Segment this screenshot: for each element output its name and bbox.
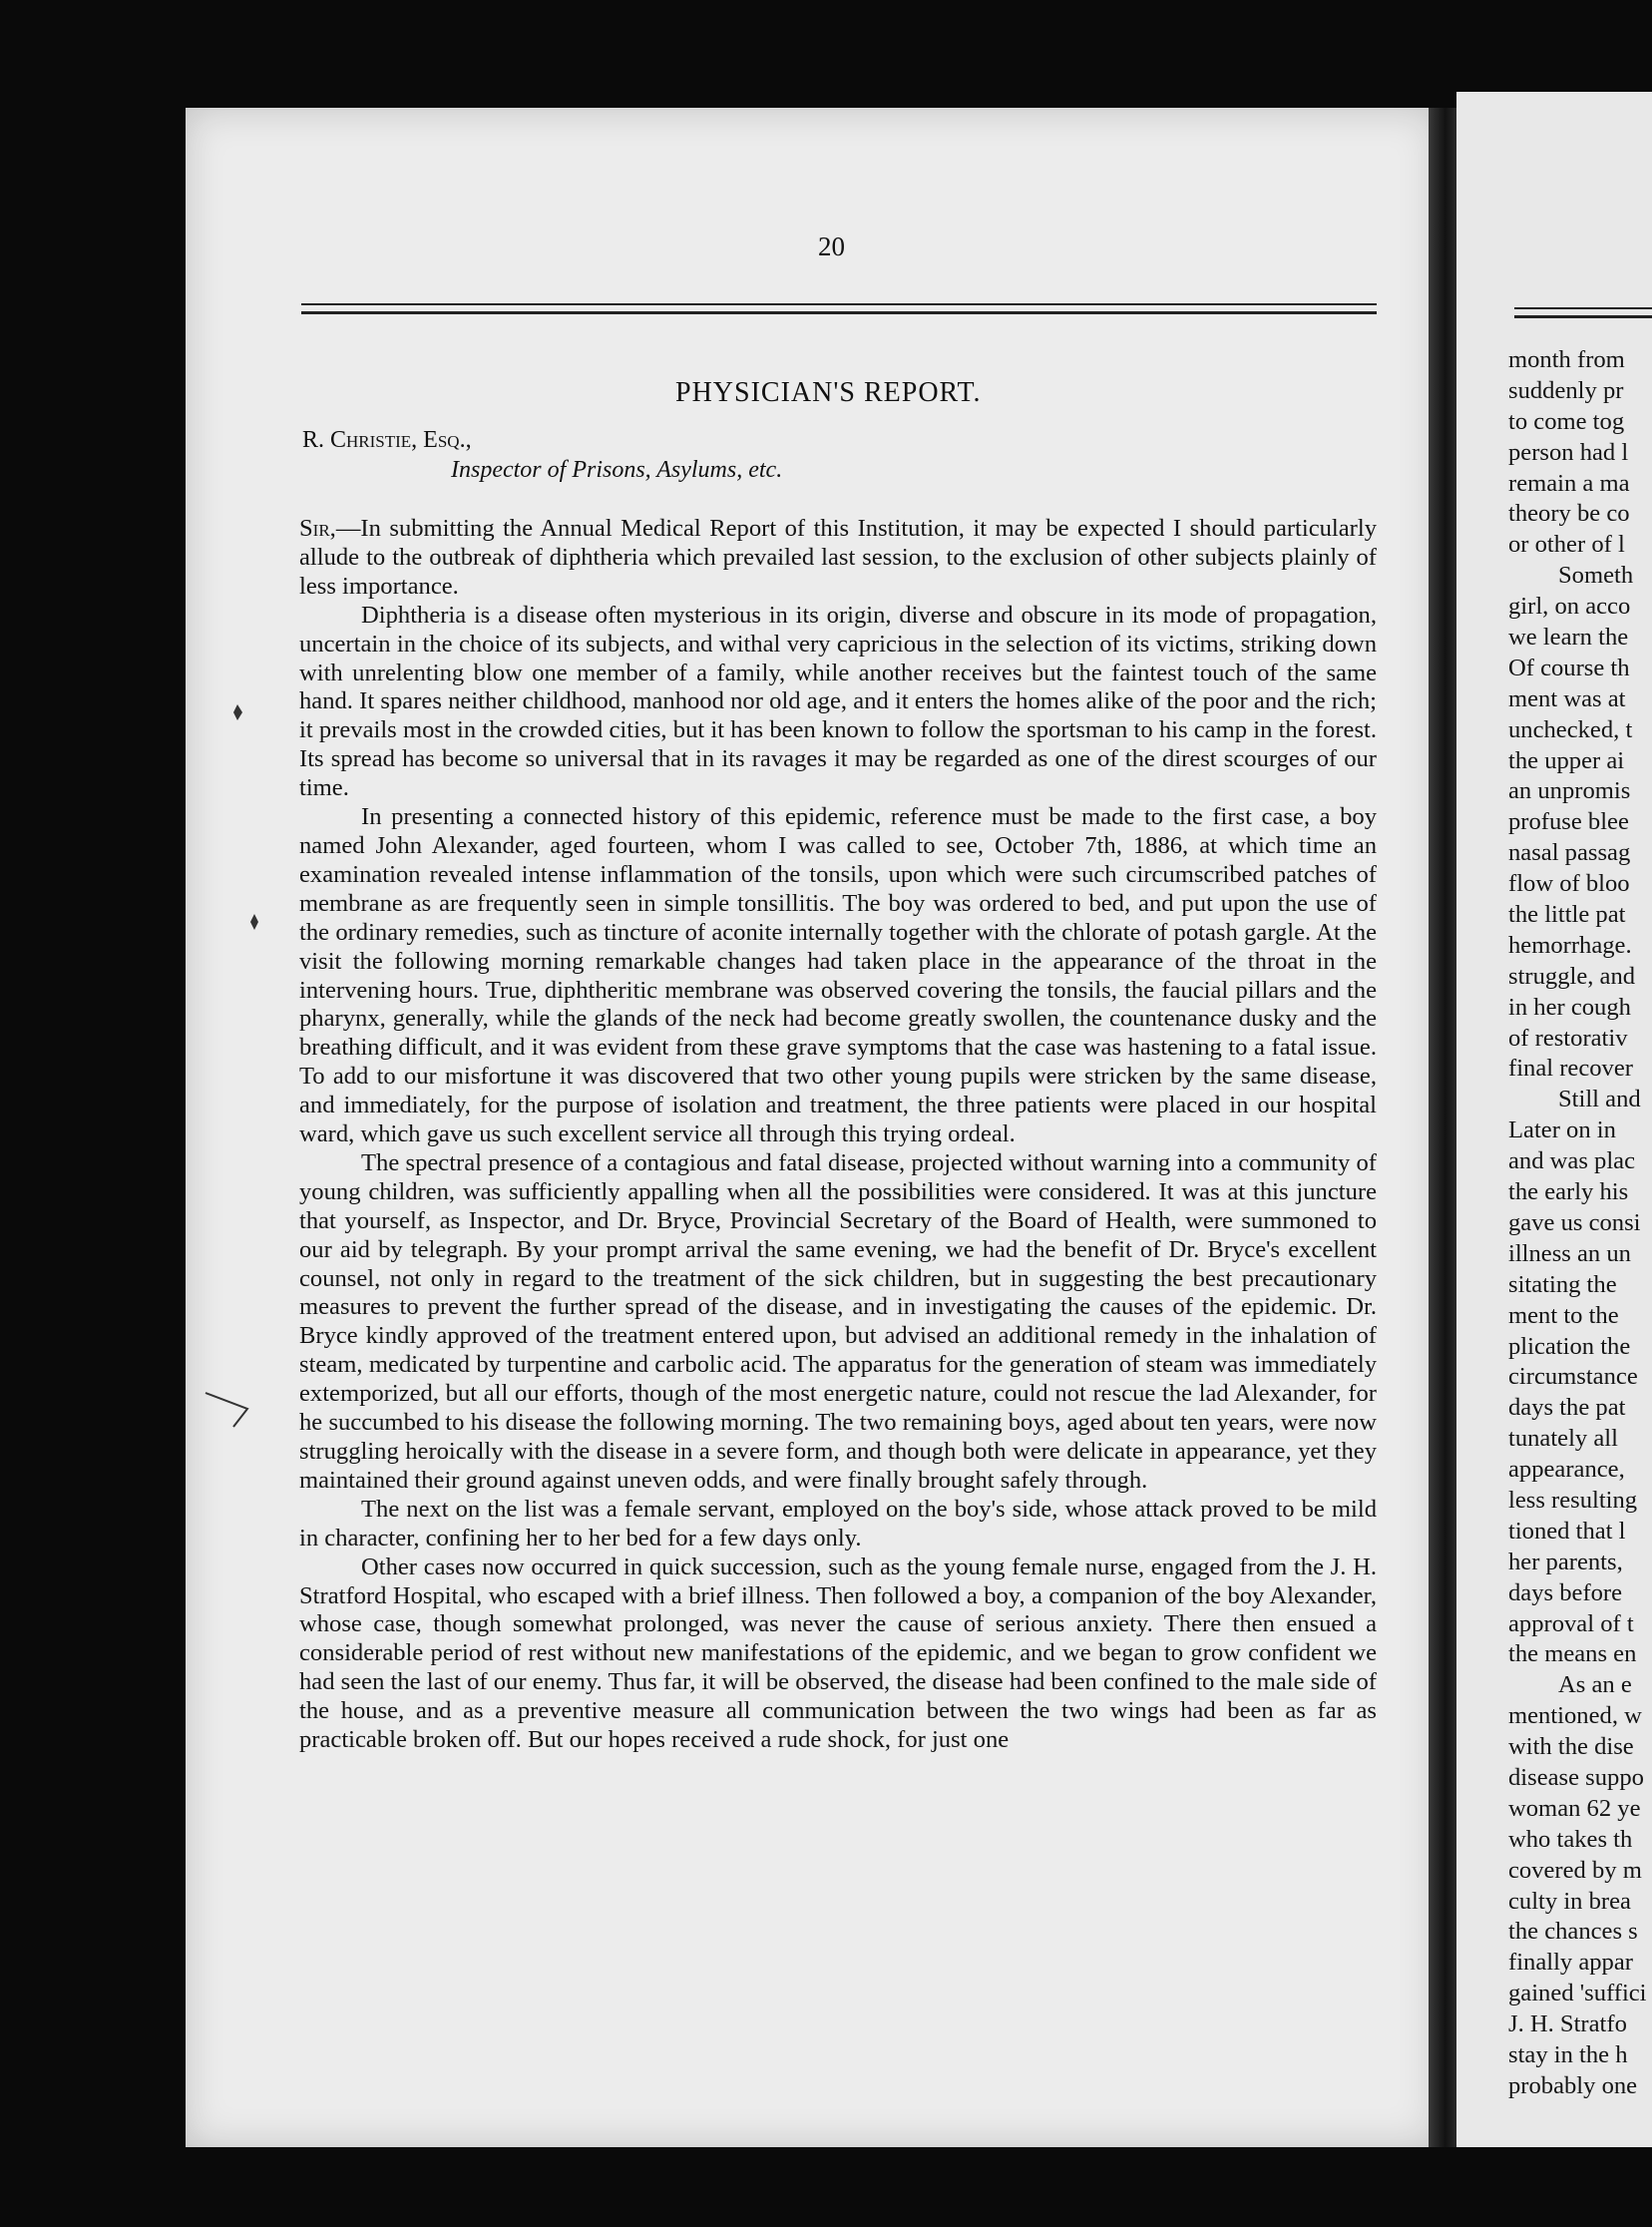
facing-line: profuse blee (1508, 808, 1629, 836)
paragraph-spectral-presence: The spectral presence of a contagious and fatal disease, projected without warning into a community of young children, was sufficiently appalling when all the possibilities were considered. It was at this juncture that yourself, as Inspector, and Dr. Bryce, Provincial Secretary of the Board of Health, were summoned to our aid by telegraph. By your prompt arrival the same evening, we had the benefit of Dr. Bryce's excellent counsel, not only in regard to the treatment of the sick children, but in suggesting the best precautionary measures to prevent the further spread of the disease, and in investigating the causes of the epidemic. Dr. Bryce kindly approved of the treatment entered upon, but advised an additional remedy in the inhalation of steam, medicated by turpentine and carbolic acid. The apparatus for the generation of steam was immediately extemporized, but all our efforts, though of the most energetic nature, could not rescue the lad Alexander, for he succumbed to his disease the following morning. The two remaining boys, aged about ten years, were now struggling heroically with the disease in a severe form, and though both were delicate in appearance, yet they maintained their ground against uneven odds, and were finally brought safely through. (299, 1148, 1377, 1494)
facing-line: with the dise (1508, 1733, 1634, 1761)
facing-line: probably one (1508, 2071, 1638, 2099)
facing-line: J. H. Stratfo (1508, 2010, 1627, 2038)
facing-line: struggle, and (1508, 962, 1636, 990)
facing-line: disease suppo (1508, 1763, 1644, 1791)
facing-line: mentioned, w (1508, 1702, 1642, 1730)
facing-line: or other of l (1508, 531, 1625, 559)
facing-line: finally appar (1508, 1949, 1633, 1977)
addressee-name: R. Christie, Esq., (302, 427, 472, 453)
facing-line: As an e (1558, 1671, 1632, 1699)
margin-mark (204, 1389, 251, 1429)
header-rule (301, 303, 1377, 305)
facing-line: in her cough (1508, 993, 1631, 1021)
facing-line: of restorativ (1508, 1024, 1628, 1052)
facing-line: flow of bloo (1508, 870, 1630, 898)
facing-line: suddenly pr (1508, 376, 1624, 404)
salutation: Sir, (299, 515, 336, 542)
report-title: PHYSICIAN'S REPORT. (675, 377, 982, 408)
facing-header-rule (1514, 307, 1652, 309)
facing-line: and was plac (1508, 1147, 1636, 1175)
facing-line: her parents, (1508, 1548, 1623, 1575)
facing-line: nasal passag (1508, 839, 1631, 867)
facing-line: tunately all (1508, 1425, 1618, 1453)
facing-line: the means en (1508, 1640, 1637, 1668)
facing-line: appearance, (1508, 1456, 1625, 1484)
facing-line: Someth (1558, 562, 1634, 590)
paragraph-female-servant: The next on the list was a female servant, employed on the boy's side, whose attack proved to be mild in character, confining her to her bed for a few days only. (299, 1495, 1377, 1552)
header-rule-thick (301, 311, 1377, 314)
facing-line: plication the (1508, 1332, 1631, 1360)
facing-line: circumstance (1508, 1363, 1638, 1391)
facing-line: tioned that l (1508, 1517, 1626, 1545)
facing-line: illness an un (1508, 1239, 1631, 1267)
facing-line: an unpromis (1508, 777, 1631, 805)
facing-line: the little pat (1508, 901, 1626, 929)
facing-line: approval of t (1508, 1609, 1634, 1637)
facing-line: who takes th (1508, 1825, 1633, 1853)
page-number: 20 (818, 231, 845, 261)
paragraph-first-case: In presenting a connected history of this epidemic, reference must be made to the first case, a boy named John Alexander, aged fourteen, whom I was called to see, October 7th, 1886, at which time an examination revealed intense inflammation of the tonsils, upon which were such circumscribed patches of membrane as are frequently seen in simple tonsillitis. The boy was ordered to bed, and put upon the use of the ordinary remedies, such as tincture of aconite internally together with the chlorate of potash gargle. At the visit the following morning remarkable changes had taken place in the appearance of the throat in the intervening hours. True, diphtheritic membrane was observed covering the tonsils, the faucial pillars and the pharynx, generally, while the glands of the neck had become greatly swollen, the countenance dusky and the breathing difficult, and it was evident from these grave symptoms that the case was hastening to a fatal issue. To add to our misfortune it was discovered that two other young pupils were stricken by the same disease, and immediately, for the purpose of isolation and treatment, the three patients were placed in our hospital ward, which gave us such excellent service all through this trying ordeal. (299, 803, 1377, 1148)
addressee-position: Inspector of Prisons, Asylums, etc. (451, 457, 783, 483)
facing-line: hemorrhage. (1508, 931, 1632, 959)
facing-line: ment was at (1508, 684, 1626, 712)
paragraph-other-cases: Other cases now occurred in quick succession, such as the young female nurse, engaged from the J. H. Stratford Hospital, who escaped with a brief illness. Then followed a boy, a companion of the boy Alexander, whose case, though somewhat prolonged, was never the cause of serious anxiety. There then ensued a considerable period of rest without new manifestations of the epidemic, and we began to grow confident we had seen the last of our enemy. Thus far, it will be observed, the disease had been confined to the male side of the house, and as a preventive measure all communication between the two wings had been as far as practicable broken off. But our hopes received a rude shock, for just one (299, 1553, 1377, 1754)
facing-line: days before (1508, 1578, 1623, 1606)
facing-line: final recover (1508, 1055, 1633, 1083)
facing-line: to come tog (1508, 407, 1625, 435)
facing-line: theory be co (1508, 500, 1630, 528)
facing-line: ment to the (1508, 1301, 1619, 1329)
facing-line: gained 'suffici (1508, 1980, 1647, 2007)
facing-line: month from (1508, 346, 1625, 373)
book-gutter (1429, 108, 1456, 2147)
facing-line: days the pat (1508, 1394, 1626, 1422)
facing-line: the early his (1508, 1178, 1629, 1206)
facing-line: Still and (1558, 1086, 1641, 1114)
facing-line: less resulting (1508, 1486, 1638, 1514)
facing-line: stay in the h (1508, 2040, 1628, 2068)
paragraph-intro: Sir,—In submitting the Annual Medical Report of this Institution, it may be expected I should particularly allude to the outbreak of diphtheria which prevailed last session, to the exclusion of other subjects plainly of less importance. (299, 515, 1377, 600)
facing-line: remain a ma (1508, 469, 1630, 497)
facing-line: Of course th (1508, 654, 1630, 681)
facing-line: Later on in (1508, 1116, 1616, 1144)
facing-line: gave us consi (1508, 1208, 1641, 1236)
report-body (299, 515, 1377, 1755)
facing-page-text (1508, 345, 1652, 2102)
facing-line: person had l (1508, 438, 1629, 466)
facing-line: sitating the (1508, 1270, 1617, 1298)
facing-line: culty in brea (1508, 1887, 1631, 1915)
facing-line: covered by m (1508, 1856, 1642, 1884)
facing-line: unchecked, t (1508, 715, 1633, 743)
margin-dot (249, 914, 259, 930)
facing-line: girl, on acco (1508, 593, 1631, 621)
facing-line: we learn the (1508, 624, 1629, 652)
facing-header-rule-thick (1514, 315, 1652, 318)
facing-line: woman 62 ye (1508, 1794, 1641, 1822)
margin-dot (231, 704, 243, 720)
facing-line: the chances s (1508, 1918, 1638, 1946)
paragraph-diphtheria: Diphtheria is a disease often mysterious in its origin, diverse and obscure in its mode of propagation, uncertain in the choice of its subjects, and withal very capricious in the selection of its victims, striking down with unrelenting blow one member of a family, while another receives but the faintest touch of the same hand. It spares neither childhood, manhood nor old age, and it enters the homes alike of the poor and the rich; it prevails most in the crowded cities, but it has been known to follow the sportsman to his camp in the forest. Its spread has become so universal that in its ravages it may be regarded as one of the direst scourges of our time. (299, 601, 1377, 802)
facing-line: the upper ai (1508, 746, 1625, 774)
